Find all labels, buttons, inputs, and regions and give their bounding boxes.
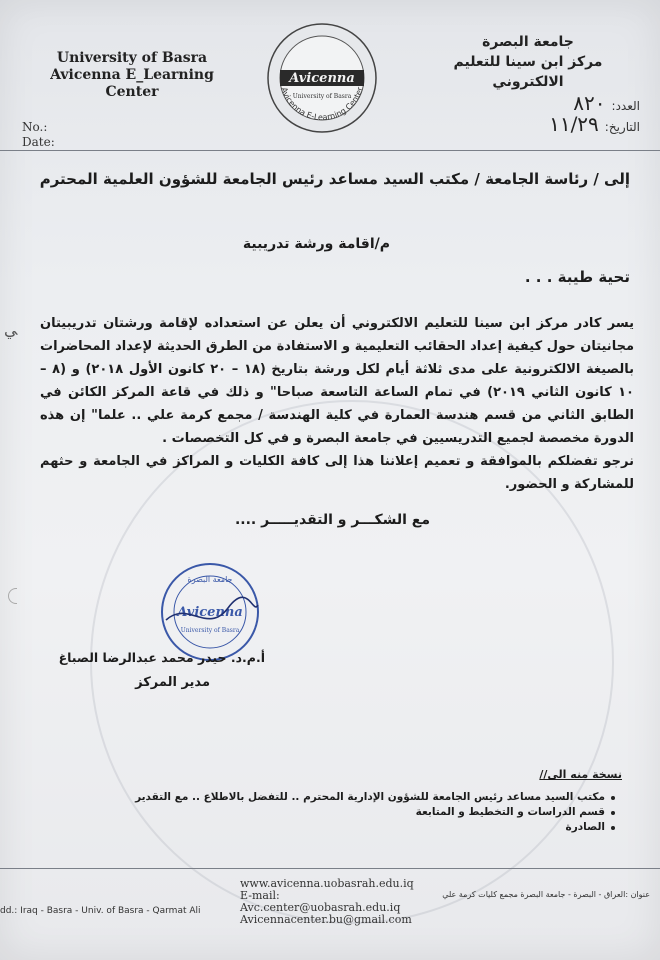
date-value: ١١/٢٩ <box>549 112 599 136</box>
punch-hole <box>8 588 17 604</box>
no-label: No.: <box>22 120 48 134</box>
footer-email-1: E-mail: Avc.center@uobasrah.edu.iq <box>240 889 401 914</box>
university-name-ar: جامعة البصرة <box>482 34 574 50</box>
copy-item: قسم الدراسات و التخطيط و المتابعة <box>95 805 615 820</box>
recipient-line: إلى / رئاسة الجامعة / مكتب السيد مساعد رئيس الجامعة للشؤون العلمية المحترم <box>39 170 630 188</box>
closing-line: مع الشكـــر و التقديـــــر .... <box>234 512 430 528</box>
footer-address-en: dd.: Iraq - Basra - Univ. of Basra - Qarmat Ali <box>0 906 201 916</box>
letter-body <box>40 312 634 496</box>
signatory-title: مدير المركز <box>135 675 210 690</box>
avicenna-logo <box>266 22 378 134</box>
center-name-en: Avicenna E_Learning Center <box>50 67 214 100</box>
stamp-center-text: Avicenna <box>177 605 243 620</box>
footer-website: www.avicenna.uobasrah.edu.iq <box>240 877 414 890</box>
reference-english <box>22 120 55 150</box>
bullet-icon <box>611 826 615 830</box>
bullet-icon <box>611 796 615 800</box>
copy-item: الصادرة <box>95 820 615 835</box>
copies-list <box>95 790 615 835</box>
margin-mark: ﻲ <box>4 320 18 339</box>
body-paragraph-1: يسر كادر مركز ابن سينا للتعليم الالكتروني أن يعلن عن استعداده لإقامة ورشتان تدريبيتان مجانيتان حول كيفية إعداد الحقائب التعليمية و الاستفادة من الطرق الحديثة لإعداد المحاضرات بالصيغة الالكترونية على مدى ثلاثة أيام لكل ورشة بتاريخ (١٨ – ٢٠ كانون الأول ٢٠١٨) و (٨ – ١٠ كانون الثاني ٢٠١٩) في تمام الساعة التاسعة صباحا" و ذلك في قاعة المركز الكائن في الطابق الثاني من قسم هندسة العمارة في كلية الهندسة / مجمع كرمة علي .. علما" إن هذه الدورة مخصصة لجميع التدريسيين في جامعة البصرة و في كل التخصصات . <box>40 316 634 446</box>
header-english <box>22 50 242 101</box>
reference-arabic <box>500 91 640 136</box>
footer-contacts <box>240 878 440 926</box>
copies-heading: نسخة منه الى// <box>539 768 622 781</box>
header-divider <box>0 150 660 151</box>
number-value: ٨٢٠ <box>573 91 606 115</box>
stamp-top-text: جامعة البصرة <box>187 575 233 584</box>
logo-ring-text: Avicenna E-Learning Center <box>279 86 365 123</box>
official-stamp <box>158 560 262 664</box>
logo-inner-text: University of Basra <box>292 93 352 100</box>
header-arabic <box>418 32 638 92</box>
copy-item: مكتب السيد مساعد رئيس الجامعة للشؤون الإدارية المحترم .. للتفضل بالاطلاع .. مع التقدير <box>95 790 615 805</box>
greeting: تحية طيبة . . . <box>524 268 630 286</box>
stamp-bottom-text: University of Basra <box>180 627 240 634</box>
subject-line: م/اقامة ورشة تدريبية <box>242 236 390 252</box>
logo-wordmark: Avicenna <box>289 71 355 86</box>
center-name-ar: مركز ابن سينا للتعليم الالكتروني <box>453 54 603 90</box>
body-paragraph-2: نرجو تفضلكم بالموافقة و تعميم إعلاننا هذا إلى كافة الكليات و المراكز في الجامعة و حثهم للمشاركة و الحضور. <box>40 454 634 492</box>
signatory-name: أ.م.د. حيدر محمد عبدالرضا الصباغ <box>58 650 265 665</box>
university-name-en: University of Basra <box>56 50 208 66</box>
footer-email-2: Avicennacenter.bu@gmail.com <box>240 913 412 926</box>
bullet-icon <box>611 811 615 815</box>
footer-address-ar: عنوان :العراق - البصرة - جامعة البصرة مجمع كليات كرمة علي <box>442 890 650 899</box>
number-label-ar: العدد: <box>611 99 640 113</box>
date-label: Date: <box>22 135 55 149</box>
date-label-ar: التاريخ: <box>604 120 640 134</box>
footer-divider <box>0 868 660 869</box>
